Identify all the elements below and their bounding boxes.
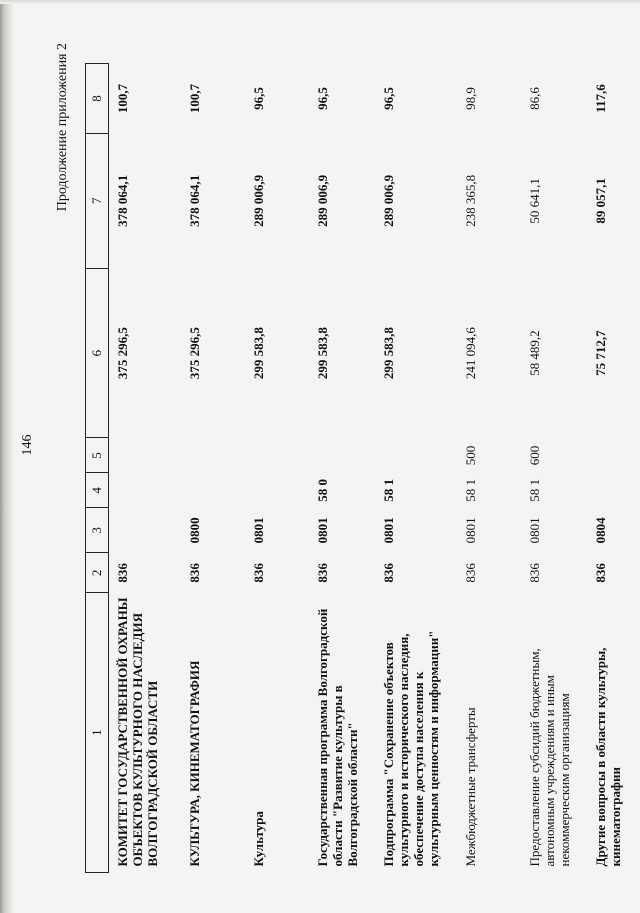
cell-planned: 241 094,6: [462, 327, 478, 380]
header-row: [86, 64, 109, 873]
cell-program: 58 1: [526, 479, 542, 502]
continuation-label: Продолжение приложения 2: [55, 43, 70, 212]
cell-program: [181, 473, 245, 508]
cell-expense-type: [587, 438, 640, 473]
row-name: Государственная программа Волгоградской области "Развитие культуры в Волгоградской области": [314, 608, 360, 867]
header-cell: 7: [86, 134, 109, 269]
cell-program: [109, 473, 181, 508]
page-number: 146: [20, 434, 35, 456]
cell-planned: 299 583,8: [314, 327, 330, 380]
cell-actual: 378 064,1: [115, 174, 130, 227]
cell-planned: 75 712,7: [587, 268, 640, 438]
cell-code: 836: [587, 553, 640, 593]
cell-planned: 299 583,8: [380, 327, 396, 380]
cell-code: 836: [186, 563, 202, 583]
cell-percent: 100,7: [115, 83, 130, 114]
cell-planned: 375 296,5: [115, 327, 130, 380]
cell-actual: 289 006,9: [250, 174, 266, 227]
cell-expense-type: [245, 438, 309, 473]
cell-expense-type: 600: [526, 445, 542, 466]
cell-section: 0801: [314, 517, 330, 544]
cell-section: 0801: [250, 517, 266, 544]
cell-percent: 86,6: [526, 87, 542, 110]
table-row: [109, 64, 181, 873]
cell-code: 836: [462, 563, 478, 583]
header-cell: 6: [86, 268, 109, 438]
row-name: КУЛЬТУРА, КИНЕМАТОГРАФИЯ: [186, 660, 202, 867]
cell-expense-type: [181, 438, 245, 473]
cell-code: 836: [250, 563, 266, 583]
cell-code: 836: [526, 563, 542, 583]
row-name: КОМИТЕТ ГОСУДАРСТВЕННОЙ ОХРАНЫ ОБЪЕКТОВ КУЛЬТУРНОГО НАСЛЕДИЯ ВОЛГОГРАДСКОЙ ОБЛАСТИ: [115, 597, 160, 867]
cell-percent: 96,5: [380, 87, 396, 110]
header-cell: 2: [86, 553, 109, 593]
cell-planned: 299 583,8: [250, 327, 266, 380]
row-name: Межбюджетные трансферты: [462, 707, 478, 867]
cell-program: [587, 473, 640, 508]
table-header: [86, 64, 109, 873]
cell-code: 836: [380, 563, 396, 583]
table-row: [309, 64, 375, 873]
cell-expense-type: 500: [462, 445, 478, 466]
row-name: Подпрограмма "Сохранение объектов культурного и исторического наследия, обеспечение доступа населения к культурным ценностям и информации": [380, 630, 441, 867]
row-name: Предоставление субсидий бюджетным, автономным учреждениям и иным некоммерческим организациям: [526, 648, 572, 867]
header-cell: 5: [86, 438, 109, 473]
budget-table: [85, 63, 640, 873]
table-row: [521, 64, 587, 873]
cell-code: 836: [115, 563, 130, 583]
cell-actual: 89 057,1: [587, 134, 640, 269]
table-body: [109, 64, 640, 873]
cell-program: 58 1: [380, 479, 396, 502]
cell-program: 58 0: [314, 479, 330, 502]
cell-percent: 96,5: [314, 87, 330, 110]
header-cell: 1: [86, 593, 109, 873]
row-name: Другие вопросы в области культуры, кинематографии: [587, 593, 640, 873]
cell-section: 0801: [380, 517, 396, 544]
table-row: [181, 64, 245, 873]
cell-section: 0804: [587, 508, 640, 553]
cell-planned: 58 489,2: [526, 330, 542, 376]
cell-percent: 100,7: [186, 83, 202, 114]
cell-program: [245, 473, 309, 508]
cell-percent: 98,9: [462, 87, 478, 110]
table-row: [245, 64, 309, 873]
header-cell: 8: [86, 64, 109, 134]
cell-actual: 238 365,8: [462, 174, 478, 227]
header-cell: 4: [86, 473, 109, 508]
cell-code: 836: [314, 563, 330, 583]
header-cell: 3: [86, 508, 109, 553]
cell-section: 0801: [462, 517, 478, 544]
cell-program: 58 1: [462, 479, 478, 502]
cell-percent: 117,6: [587, 64, 640, 134]
cell-section: [109, 508, 181, 553]
cell-planned: 375 296,5: [186, 327, 202, 380]
row-name: Культура: [250, 811, 266, 867]
table-row: [457, 64, 521, 873]
cell-expense-type: [309, 438, 375, 473]
table-row: [587, 64, 640, 873]
cell-actual: 289 006,9: [314, 174, 330, 227]
table-row: [375, 64, 457, 873]
cell-actual: 378 064,1: [186, 174, 202, 227]
cell-expense-type: [109, 438, 181, 473]
cell-actual: 289 006,9: [380, 174, 396, 227]
cell-expense-type: [375, 438, 457, 473]
cell-section: 0800: [186, 517, 202, 544]
cell-percent: 96,5: [250, 87, 266, 110]
cell-actual: 50 641,1: [526, 178, 542, 224]
cell-section: 0801: [526, 517, 542, 544]
